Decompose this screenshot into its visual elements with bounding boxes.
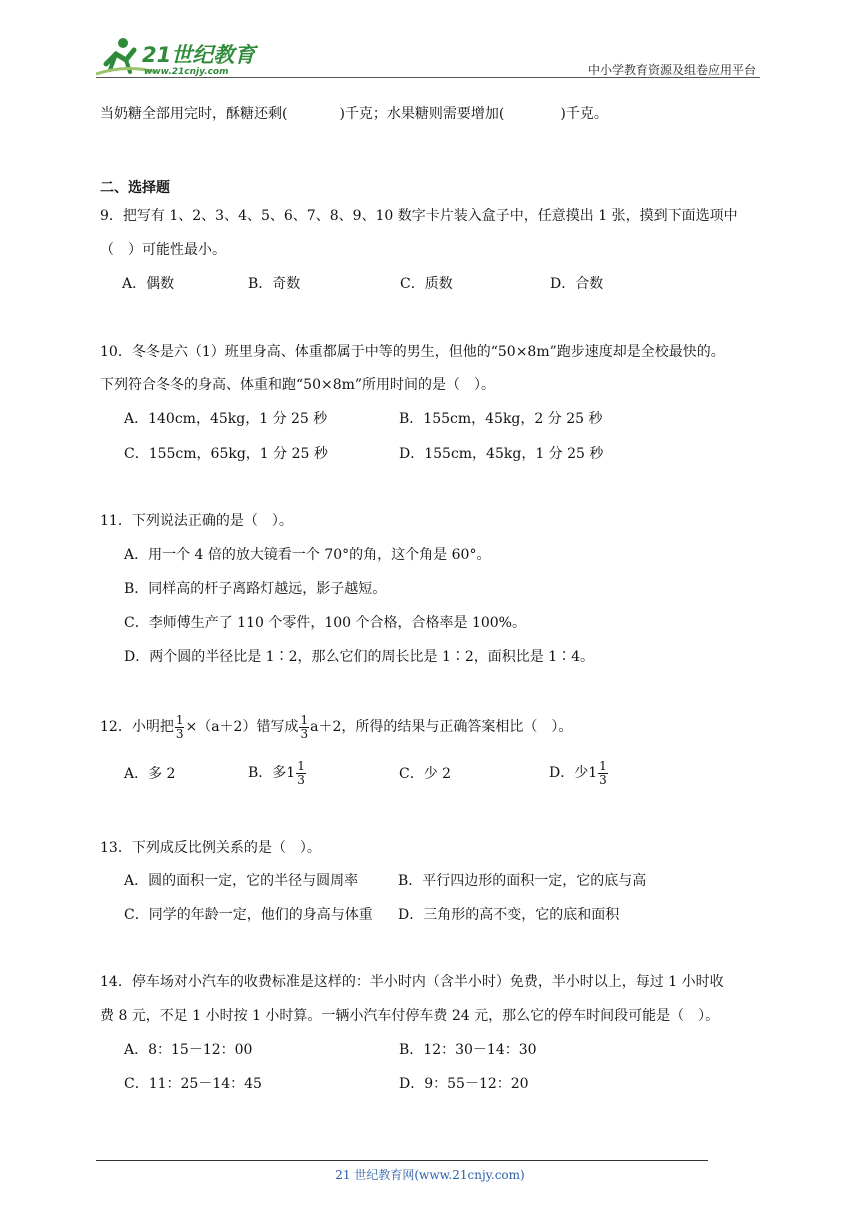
q13-option-c: C．同学的年龄一定，他们的身高与体重 xyxy=(124,907,373,923)
q14-option-a: A．8：15－12：00 xyxy=(124,1042,253,1058)
section-title: 二、选择题 xyxy=(100,180,170,196)
q11-stem: 11．下列说法正确的是（ ）。 xyxy=(100,513,293,529)
q9-line-2: （ ）可能性最小。 xyxy=(100,242,226,258)
q12-stem-text-b: ×（a＋2）错写成 xyxy=(185,719,299,735)
q12-stem-text-a: 12．小明把 xyxy=(100,719,174,735)
q9-option-b: B．奇数 xyxy=(248,276,301,292)
fill-text-3: )千克。 xyxy=(560,106,608,122)
q12-stem-text-c: a＋2，所得的结果与正确答案相比（ ）。 xyxy=(310,719,573,735)
footer-divider xyxy=(96,1160,708,1161)
logo-text: 21世纪教育 xyxy=(142,43,256,67)
q10-line-1: 10．冬冬是六（1）班里身高、体重都属于中等的男生，但他的“50×8m”跑步速度却是全校最快的。 xyxy=(100,344,725,360)
q9-option-c: C．质数 xyxy=(400,276,453,292)
fill-text-1: 当奶糖全部用完时，酥糖还剩( xyxy=(100,106,288,122)
site-logo xyxy=(96,34,266,78)
q11-option-d: D．两个圆的半径比是 1∶2，那么它们的周长比是 1∶2，面积比是 1∶4。 xyxy=(124,649,595,665)
q12-stem xyxy=(100,712,572,742)
q14-option-c: C．11：25－14：45 xyxy=(124,1076,262,1092)
fraction-one-third: $\frac{1}{3}$ xyxy=(599,758,607,787)
footer-link[interactable]: 21 世纪教育网(www.21cnjy.com) xyxy=(335,1168,525,1182)
q10-option-d: D．155cm，45kg，1 分 25 秒 xyxy=(399,446,604,462)
q13-option-b: B．平行四边形的面积一定，它的底与高 xyxy=(398,873,647,889)
site-name: 中小学教育资源及组卷应用平台 xyxy=(587,63,756,77)
q13-option-d: D．三角形的高不变，它的底和面积 xyxy=(398,907,620,923)
q12-option-b: B．多1 $\frac{1}{3}$ xyxy=(248,758,305,787)
q14-line-1: 14．停车场对小汽车的收费标准是这样的：半小时内（含半小时）免费，半小时以上，每过 1 小时收 xyxy=(100,974,724,990)
q11-option-a: A．用一个 4 倍的放大镜看一个 70°的角，这个角是 60°。 xyxy=(124,547,491,563)
q10-option-a: A．140cm，45kg，1 分 25 秒 xyxy=(124,411,328,427)
q12-option-c: C．少 2 xyxy=(399,766,452,782)
fraction-one-third: $\frac{1}{3}$ xyxy=(300,712,309,741)
q13-option-a: A．圆的面积一定，它的半径与圆周率 xyxy=(124,873,359,889)
logo-url-text: www.21cnjy.com xyxy=(144,67,229,77)
q9-line-1: 9．把写有 1、2、3、4、5、6、7、8、9、10 数字卡片装入盒子中，任意摸出 1 张，摸到下面选项中 xyxy=(100,208,738,224)
fraction-one-third: $\frac{1}{3}$ xyxy=(175,712,184,741)
q14-option-d: D．9：55－12：20 xyxy=(399,1076,529,1092)
q12-option-a: A．多 2 xyxy=(124,766,176,782)
q13-stem: 13．下列成反比例关系的是（ ）。 xyxy=(100,840,321,856)
q10-option-b: B．155cm，45kg，2 分 25 秒 xyxy=(399,411,603,427)
q9-option-d: D．合数 xyxy=(550,276,604,292)
q14-option-b: B．12：30－14：30 xyxy=(399,1042,537,1058)
fill-blank-line xyxy=(100,104,608,124)
q10-option-c: C．155cm，65kg，1 分 25 秒 xyxy=(124,446,328,462)
fill-text-2: )千克；水果糖则需要增加( xyxy=(339,106,505,122)
fraction-one-third: $\frac{1}{3}$ xyxy=(297,758,305,787)
runner-logo-icon xyxy=(96,34,266,78)
q11-option-b: B．同样高的杆子离路灯越远，影子越短。 xyxy=(124,581,387,597)
q12-option-d: D．少1 $\frac{1}{3}$ xyxy=(549,758,607,787)
q10-line-2: 下列符合冬冬的身高、体重和跑“50×8m”所用时间的是（ ）。 xyxy=(100,377,496,393)
header-divider xyxy=(96,77,760,78)
q11-option-c: C．李师傅生产了 110 个零件，100 个合格，合格率是 100%。 xyxy=(124,615,526,631)
q9-option-a: A．偶数 xyxy=(122,276,175,292)
q14-line-2: 费 8 元，不足 1 小时按 1 小时算。一辆小汽车付停车费 24 元，那么它的停车时间段可能是（ ）。 xyxy=(100,1008,720,1024)
